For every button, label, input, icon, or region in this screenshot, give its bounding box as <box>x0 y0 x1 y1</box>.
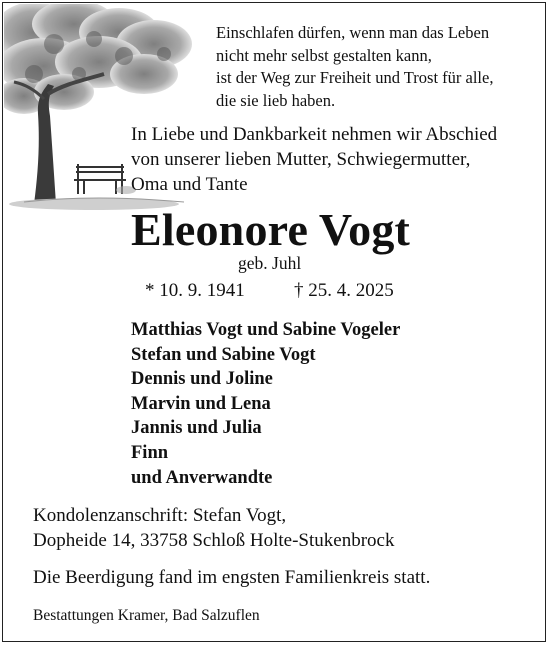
family-member: Matthias Vogt und Sabine Vogeler <box>131 320 401 340</box>
undertaker: Bestattungen Kramer, Bad Salzuflen <box>33 607 260 624</box>
birth-date: * 10. 9. 1941 <box>145 280 245 301</box>
birth-name: geb. Juhl <box>238 253 302 273</box>
farewell-line: In Liebe und Dankbarkeit nehmen wir Abschied <box>131 124 498 145</box>
farewell-line: von unserer lieben Mutter, Schwiegermutter, <box>131 149 471 170</box>
poem <box>216 22 493 112</box>
poem-line: nicht mehr selbst gestalten kann, <box>216 45 432 65</box>
poem-line: Einschlafen dürfen, wenn man das Leben <box>216 23 490 42</box>
condolence-line: Dopheide 14, 33758 Schloß Holte-Stukenbrock <box>33 530 395 551</box>
farewell-text <box>131 122 497 197</box>
family-member: Dennis und Joline <box>131 369 273 390</box>
family-member: Finn <box>131 442 169 463</box>
death-date: † 25. 4. 2025 <box>294 280 394 301</box>
farewell-line: Oma und Tante <box>131 174 248 195</box>
poem-line: die sie lieb haben. <box>216 90 336 110</box>
family-member: Stefan und Sabine Vogt <box>131 344 316 365</box>
family-member: Jannis und Julia <box>131 418 262 439</box>
condolence-line: Kondolenzanschrift: Stefan Vogt, <box>33 505 287 526</box>
deceased-name: Eleonore Vogt <box>131 204 411 255</box>
family-member: Marvin und Lena <box>131 393 271 414</box>
condolence-address <box>33 503 394 553</box>
family-member: und Anverwandte <box>131 467 273 488</box>
family-list <box>131 318 400 490</box>
poem-line: ist der Weg zur Freiheit und Trost für alle, <box>216 68 494 87</box>
funeral-note: Die Beerdigung fand im engsten Familienkreis statt. <box>33 567 431 588</box>
